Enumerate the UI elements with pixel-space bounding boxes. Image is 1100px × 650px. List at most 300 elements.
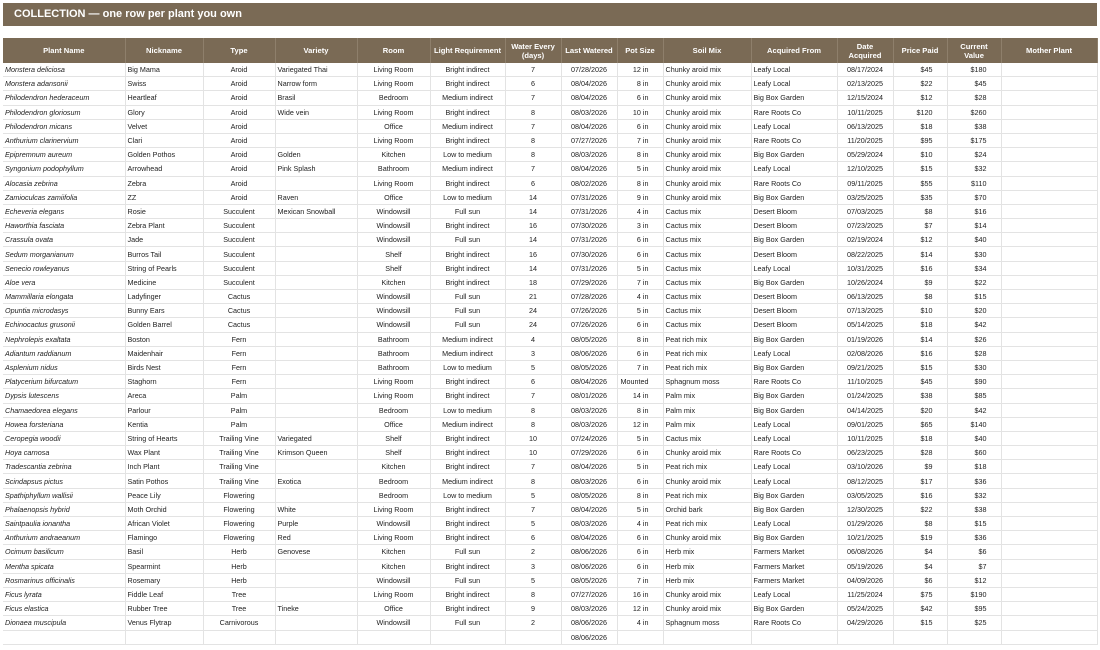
cell-room[interactable]: Windowsill: [357, 204, 430, 218]
cell-pot-size[interactable]: 7 in: [617, 133, 663, 147]
cell-type[interactable]: Trailing Vine: [203, 431, 275, 445]
table-row[interactable]: [3, 247, 1097, 261]
cell-type[interactable]: Palm: [203, 403, 275, 417]
cell-last-watered[interactable]: 08/04/2026: [561, 91, 617, 105]
cell-current-value[interactable]: $28: [947, 91, 1001, 105]
cell-plant-name[interactable]: Crassula ovata: [3, 233, 125, 247]
cell-nickname[interactable]: Arrowhead: [125, 162, 203, 176]
cell-last-watered[interactable]: 08/03/2026: [561, 517, 617, 531]
table-row[interactable]: [3, 587, 1097, 601]
cell-light-requirement[interactable]: Medium indirect: [430, 91, 505, 105]
cell-plant-name[interactable]: Scindapsus pictus: [3, 474, 125, 488]
cell-light-requirement[interactable]: Low to medium: [430, 488, 505, 502]
cell-variety[interactable]: [275, 488, 357, 502]
cell-water-every[interactable]: 8: [505, 148, 561, 162]
cell-last-watered[interactable]: 08/06/2026: [561, 559, 617, 573]
cell-current-value[interactable]: $36: [947, 531, 1001, 545]
cell-plant-name[interactable]: Ocimum basilicum: [3, 545, 125, 559]
cell-soil-mix[interactable]: Peat rich mix: [663, 460, 751, 474]
cell-plant-name[interactable]: Alocasia zebrina: [3, 176, 125, 190]
cell-nickname[interactable]: Swiss: [125, 77, 203, 91]
cell-plant-name[interactable]: Rosmarinus officinalis: [3, 573, 125, 587]
cell-water-every[interactable]: 6: [505, 531, 561, 545]
cell-last-watered[interactable]: 08/04/2026: [561, 460, 617, 474]
cell-last-watered[interactable]: 08/04/2026: [561, 375, 617, 389]
cell-plant-name[interactable]: Philodendron gloriosum: [3, 105, 125, 119]
table-row[interactable]: [3, 332, 1097, 346]
cell-current-value[interactable]: $7: [947, 559, 1001, 573]
cell-light-requirement[interactable]: Low to medium: [430, 360, 505, 374]
cell-pot-size[interactable]: 5 in: [617, 162, 663, 176]
cell-water-every[interactable]: 7: [505, 502, 561, 516]
cell-mother-plant[interactable]: [1001, 219, 1097, 233]
cell-variety[interactable]: Variegated Thai: [275, 63, 357, 77]
cell-water-every[interactable]: 5: [505, 573, 561, 587]
cell-price-paid[interactable]: $8: [893, 517, 947, 531]
cell-nickname[interactable]: Big Mama: [125, 63, 203, 77]
cell-type[interactable]: Aroid: [203, 105, 275, 119]
cell-nickname[interactable]: Glory: [125, 105, 203, 119]
cell-plant-name[interactable]: Echeveria elegans: [3, 204, 125, 218]
cell-acquired-from[interactable]: Leafy Local: [751, 162, 837, 176]
cell-plant-name[interactable]: Hoya carnosa: [3, 446, 125, 460]
cell-type[interactable]: Succulent: [203, 261, 275, 275]
cell-last-watered[interactable]: 07/28/2026: [561, 290, 617, 304]
cell-nickname[interactable]: Zebra Plant: [125, 219, 203, 233]
cell-price-paid[interactable]: $14: [893, 332, 947, 346]
cell-acquired-from[interactable]: Leafy Local: [751, 460, 837, 474]
cell-variety[interactable]: [275, 616, 357, 630]
cell-water-every[interactable]: 7: [505, 63, 561, 77]
cell-nickname[interactable]: Jade: [125, 233, 203, 247]
cell-type[interactable]: Palm: [203, 389, 275, 403]
cell-plant-name[interactable]: Haworthia fasciata: [3, 219, 125, 233]
cell-last-watered[interactable]: 08/04/2026: [561, 502, 617, 516]
cell-type[interactable]: Cactus: [203, 290, 275, 304]
cell-current-value[interactable]: $260: [947, 105, 1001, 119]
cell-acquired-from[interactable]: Big Box Garden: [751, 332, 837, 346]
cell-pot-size[interactable]: 6 in: [617, 119, 663, 133]
cell-variety[interactable]: Purple: [275, 517, 357, 531]
cell-mother-plant[interactable]: [1001, 417, 1097, 431]
cell-variety[interactable]: Tineke: [275, 602, 357, 616]
cell-acquired-from[interactable]: Desert Bloom: [751, 304, 837, 318]
cell-variety[interactable]: [275, 233, 357, 247]
cell-date-acquired[interactable]: 08/22/2025: [837, 247, 893, 261]
table-row[interactable]: [3, 119, 1097, 133]
cell-acquired-from[interactable]: [751, 630, 837, 644]
cell-type[interactable]: Succulent: [203, 275, 275, 289]
cell-pot-size[interactable]: 8 in: [617, 176, 663, 190]
cell-room[interactable]: Kitchen: [357, 559, 430, 573]
cell-nickname[interactable]: ZZ: [125, 190, 203, 204]
cell-acquired-from[interactable]: Big Box Garden: [751, 403, 837, 417]
cell-pot-size[interactable]: 4 in: [617, 616, 663, 630]
cell-date-acquired[interactable]: 02/13/2025: [837, 77, 893, 91]
cell-water-every[interactable]: 14: [505, 190, 561, 204]
cell-pot-size[interactable]: 4 in: [617, 290, 663, 304]
cell-light-requirement[interactable]: [430, 630, 505, 644]
cell-soil-mix[interactable]: Palm mix: [663, 417, 751, 431]
cell-price-paid[interactable]: $4: [893, 559, 947, 573]
cell-type[interactable]: Aroid: [203, 162, 275, 176]
cell-pot-size[interactable]: 8 in: [617, 488, 663, 502]
cell-type[interactable]: Flowering: [203, 502, 275, 516]
cell-current-value[interactable]: $110: [947, 176, 1001, 190]
cell-water-every[interactable]: 2: [505, 616, 561, 630]
table-row[interactable]: [3, 573, 1097, 587]
cell-current-value[interactable]: $15: [947, 517, 1001, 531]
cell-soil-mix[interactable]: Herb mix: [663, 559, 751, 573]
cell-room[interactable]: Bedroom: [357, 488, 430, 502]
table-row[interactable]: [3, 502, 1097, 516]
cell-water-every[interactable]: 6: [505, 77, 561, 91]
cell-soil-mix[interactable]: Cactus mix: [663, 219, 751, 233]
cell-light-requirement[interactable]: Bright indirect: [430, 446, 505, 460]
table-row[interactable]: [3, 346, 1097, 360]
cell-room[interactable]: Living Room: [357, 389, 430, 403]
cell-price-paid[interactable]: $8: [893, 204, 947, 218]
table-row[interactable]: [3, 559, 1097, 573]
table-row[interactable]: [3, 304, 1097, 318]
cell-plant-name[interactable]: Zamioculcas zamiifolia: [3, 190, 125, 204]
cell-light-requirement[interactable]: Medium indirect: [430, 346, 505, 360]
col-header-nickname[interactable]: Nickname: [125, 38, 203, 63]
cell-pot-size[interactable]: 14 in: [617, 389, 663, 403]
cell-room[interactable]: Kitchen: [357, 275, 430, 289]
cell-variety[interactable]: [275, 219, 357, 233]
cell-plant-name[interactable]: Ceropegia woodii: [3, 431, 125, 445]
cell-plant-name[interactable]: Philodendron micans: [3, 119, 125, 133]
cell-variety[interactable]: [275, 573, 357, 587]
cell-date-acquired[interactable]: 08/12/2025: [837, 474, 893, 488]
cell-type[interactable]: Tree: [203, 602, 275, 616]
cell-price-paid[interactable]: $18: [893, 318, 947, 332]
cell-light-requirement[interactable]: Full sun: [430, 318, 505, 332]
cell-type[interactable]: Trailing Vine: [203, 474, 275, 488]
cell-pot-size[interactable]: 6 in: [617, 531, 663, 545]
cell-acquired-from[interactable]: Leafy Local: [751, 261, 837, 275]
cell-price-paid[interactable]: $4: [893, 545, 947, 559]
cell-current-value[interactable]: $40: [947, 233, 1001, 247]
cell-light-requirement[interactable]: Bright indirect: [430, 219, 505, 233]
cell-variety[interactable]: [275, 460, 357, 474]
cell-type[interactable]: Trailing Vine: [203, 460, 275, 474]
cell-acquired-from[interactable]: Farmers Market: [751, 545, 837, 559]
cell-acquired-from[interactable]: Rare Roots Co: [751, 446, 837, 460]
table-row[interactable]: [3, 318, 1097, 332]
cell-pot-size[interactable]: 6 in: [617, 346, 663, 360]
table-row[interactable]: [3, 105, 1097, 119]
cell-plant-name[interactable]: Asplenium nidus: [3, 360, 125, 374]
cell-room[interactable]: Living Room: [357, 375, 430, 389]
cell-date-acquired[interactable]: 08/17/2024: [837, 63, 893, 77]
cell-nickname[interactable]: Rosie: [125, 204, 203, 218]
cell-light-requirement[interactable]: Bright indirect: [430, 517, 505, 531]
cell-water-every[interactable]: 3: [505, 346, 561, 360]
cell-light-requirement[interactable]: Low to medium: [430, 190, 505, 204]
table-row[interactable]: [3, 190, 1097, 204]
cell-variety[interactable]: [275, 346, 357, 360]
cell-acquired-from[interactable]: Farmers Market: [751, 573, 837, 587]
cell-current-value[interactable]: $38: [947, 502, 1001, 516]
cell-pot-size[interactable]: 5 in: [617, 460, 663, 474]
cell-acquired-from[interactable]: Leafy Local: [751, 417, 837, 431]
cell-plant-name[interactable]: Phalaenopsis hybrid: [3, 502, 125, 516]
cell-variety[interactable]: Variegated: [275, 431, 357, 445]
cell-acquired-from[interactable]: Leafy Local: [751, 587, 837, 601]
table-row[interactable]: [3, 360, 1097, 374]
cell-current-value[interactable]: $25: [947, 616, 1001, 630]
table-row[interactable]: [3, 261, 1097, 275]
cell-soil-mix[interactable]: Cactus mix: [663, 204, 751, 218]
table-row[interactable]: [3, 233, 1097, 247]
cell-water-every[interactable]: 18: [505, 275, 561, 289]
cell-plant-name[interactable]: Mentha spicata: [3, 559, 125, 573]
cell-variety[interactable]: White: [275, 502, 357, 516]
cell-last-watered[interactable]: 07/26/2026: [561, 318, 617, 332]
cell-current-value[interactable]: $16: [947, 204, 1001, 218]
cell-type[interactable]: Flowering: [203, 531, 275, 545]
cell-variety[interactable]: [275, 360, 357, 374]
cell-water-every[interactable]: 7: [505, 91, 561, 105]
cell-room[interactable]: Living Room: [357, 77, 430, 91]
cell-soil-mix[interactable]: Sphagnum moss: [663, 616, 751, 630]
cell-room[interactable]: Office: [357, 119, 430, 133]
cell-price-paid[interactable]: $120: [893, 105, 947, 119]
cell-nickname[interactable]: Maidenhair: [125, 346, 203, 360]
col-header-water-every[interactable]: Water Every (days): [505, 38, 561, 63]
cell-current-value[interactable]: $42: [947, 318, 1001, 332]
cell-pot-size[interactable]: 8 in: [617, 332, 663, 346]
cell-room[interactable]: Kitchen: [357, 148, 430, 162]
cell-acquired-from[interactable]: Big Box Garden: [751, 502, 837, 516]
cell-type[interactable]: Aroid: [203, 63, 275, 77]
cell-room[interactable]: Windowsill: [357, 219, 430, 233]
cell-nickname[interactable]: Moth Orchid: [125, 502, 203, 516]
cell-date-acquired[interactable]: 06/23/2025: [837, 446, 893, 460]
cell-current-value[interactable]: $45: [947, 77, 1001, 91]
cell-last-watered[interactable]: 08/04/2026: [561, 119, 617, 133]
cell-plant-name[interactable]: Chamaedorea elegans: [3, 403, 125, 417]
table-row[interactable]: [3, 219, 1097, 233]
cell-price-paid[interactable]: $15: [893, 162, 947, 176]
cell-plant-name[interactable]: Tradescantia zebrina: [3, 460, 125, 474]
cell-nickname[interactable]: Burros Tail: [125, 247, 203, 261]
cell-room[interactable]: Bathroom: [357, 346, 430, 360]
cell-current-value[interactable]: $30: [947, 247, 1001, 261]
cell-date-acquired[interactable]: 03/05/2025: [837, 488, 893, 502]
cell-current-value[interactable]: $40: [947, 431, 1001, 445]
cell-price-paid[interactable]: $22: [893, 77, 947, 91]
cell-mother-plant[interactable]: [1001, 502, 1097, 516]
cell-last-watered[interactable]: 08/06/2026: [561, 630, 617, 644]
cell-room[interactable]: Shelf: [357, 261, 430, 275]
cell-type[interactable]: Aroid: [203, 148, 275, 162]
cell-pot-size[interactable]: 5 in: [617, 502, 663, 516]
cell-nickname[interactable]: Bunny Ears: [125, 304, 203, 318]
cell-pot-size[interactable]: 10 in: [617, 105, 663, 119]
cell-mother-plant[interactable]: [1001, 474, 1097, 488]
cell-type[interactable]: Herb: [203, 559, 275, 573]
cell-date-acquired[interactable]: 04/29/2026: [837, 616, 893, 630]
table-row[interactable]: [3, 545, 1097, 559]
cell-soil-mix[interactable]: Chunky aroid mix: [663, 63, 751, 77]
cell-room[interactable]: Office: [357, 602, 430, 616]
cell-pot-size[interactable]: 7 in: [617, 275, 663, 289]
cell-current-value[interactable]: $30: [947, 360, 1001, 374]
cell-water-every[interactable]: 8: [505, 403, 561, 417]
cell-soil-mix[interactable]: Chunky aroid mix: [663, 176, 751, 190]
cell-mother-plant[interactable]: [1001, 389, 1097, 403]
table-row[interactable]: [3, 417, 1097, 431]
cell-last-watered[interactable]: 07/29/2026: [561, 275, 617, 289]
cell-price-paid[interactable]: $16: [893, 346, 947, 360]
cell-price-paid[interactable]: $18: [893, 119, 947, 133]
cell-light-requirement[interactable]: Bright indirect: [430, 531, 505, 545]
cell-date-acquired[interactable]: 01/19/2026: [837, 332, 893, 346]
cell-plant-name[interactable]: Adiantum raddianum: [3, 346, 125, 360]
cell-water-every[interactable]: [505, 630, 561, 644]
cell-mother-plant[interactable]: [1001, 204, 1097, 218]
cell-room[interactable]: Office: [357, 190, 430, 204]
cell-water-every[interactable]: 3: [505, 559, 561, 573]
cell-acquired-from[interactable]: Leafy Local: [751, 431, 837, 445]
cell-date-acquired[interactable]: 10/31/2025: [837, 261, 893, 275]
cell-room[interactable]: Living Room: [357, 133, 430, 147]
cell-water-every[interactable]: 14: [505, 261, 561, 275]
cell-price-paid[interactable]: $14: [893, 247, 947, 261]
col-header-pot-size[interactable]: Pot Size: [617, 38, 663, 63]
cell-variety[interactable]: Brasil: [275, 91, 357, 105]
cell-type[interactable]: Aroid: [203, 190, 275, 204]
cell-variety[interactable]: Narrow form: [275, 77, 357, 91]
cell-acquired-from[interactable]: Big Box Garden: [751, 531, 837, 545]
cell-price-paid[interactable]: $45: [893, 63, 947, 77]
cell-water-every[interactable]: 2: [505, 545, 561, 559]
cell-date-acquired[interactable]: 10/26/2024: [837, 275, 893, 289]
cell-light-requirement[interactable]: Bright indirect: [430, 77, 505, 91]
cell-room[interactable]: Shelf: [357, 247, 430, 261]
cell-last-watered[interactable]: 07/24/2026: [561, 431, 617, 445]
cell-last-watered[interactable]: 08/04/2026: [561, 531, 617, 545]
cell-pot-size[interactable]: 6 in: [617, 91, 663, 105]
cell-variety[interactable]: Red: [275, 531, 357, 545]
cell-soil-mix[interactable]: Cactus mix: [663, 261, 751, 275]
cell-last-watered[interactable]: 07/27/2026: [561, 587, 617, 601]
cell-last-watered[interactable]: 08/03/2026: [561, 403, 617, 417]
cell-price-paid[interactable]: $16: [893, 261, 947, 275]
cell-water-every[interactable]: 14: [505, 204, 561, 218]
cell-nickname[interactable]: Spearmint: [125, 559, 203, 573]
cell-water-every[interactable]: 16: [505, 219, 561, 233]
cell-type[interactable]: Aroid: [203, 119, 275, 133]
cell-variety[interactable]: [275, 176, 357, 190]
cell-price-paid[interactable]: $22: [893, 502, 947, 516]
cell-mother-plant[interactable]: [1001, 360, 1097, 374]
cell-last-watered[interactable]: 08/03/2026: [561, 148, 617, 162]
cell-price-paid[interactable]: $65: [893, 417, 947, 431]
cell-last-watered[interactable]: 07/29/2026: [561, 446, 617, 460]
cell-current-value[interactable]: $140: [947, 417, 1001, 431]
cell-mother-plant[interactable]: [1001, 602, 1097, 616]
cell-current-value[interactable]: $34: [947, 261, 1001, 275]
cell-acquired-from[interactable]: Big Box Garden: [751, 602, 837, 616]
cell-water-every[interactable]: 24: [505, 304, 561, 318]
cell-acquired-from[interactable]: Leafy Local: [751, 63, 837, 77]
cell-soil-mix[interactable]: Herb mix: [663, 545, 751, 559]
cell-last-watered[interactable]: 08/05/2026: [561, 488, 617, 502]
cell-last-watered[interactable]: 08/05/2026: [561, 573, 617, 587]
cell-mother-plant[interactable]: [1001, 105, 1097, 119]
cell-pot-size[interactable]: 7 in: [617, 573, 663, 587]
cell-plant-name[interactable]: Platycerium bifurcatum: [3, 375, 125, 389]
cell-pot-size[interactable]: 12 in: [617, 602, 663, 616]
cell-type[interactable]: [203, 630, 275, 644]
cell-date-acquired[interactable]: 07/13/2025: [837, 304, 893, 318]
cell-light-requirement[interactable]: Medium indirect: [430, 119, 505, 133]
cell-date-acquired[interactable]: 03/10/2026: [837, 460, 893, 474]
cell-date-acquired[interactable]: 06/08/2026: [837, 545, 893, 559]
cell-light-requirement[interactable]: Full sun: [430, 204, 505, 218]
cell-room[interactable]: Living Room: [357, 502, 430, 516]
cell-plant-name[interactable]: Anthurium andraeanum: [3, 531, 125, 545]
cell-price-paid[interactable]: $19: [893, 531, 947, 545]
cell-soil-mix[interactable]: Chunky aroid mix: [663, 162, 751, 176]
cell-date-acquired[interactable]: 10/21/2025: [837, 531, 893, 545]
cell-water-every[interactable]: 8: [505, 133, 561, 147]
cell-acquired-from[interactable]: Big Box Garden: [751, 360, 837, 374]
cell-mother-plant[interactable]: [1001, 488, 1097, 502]
cell-pot-size[interactable]: 6 in: [617, 559, 663, 573]
cell-variety[interactable]: Genovese: [275, 545, 357, 559]
cell-nickname[interactable]: Zebra: [125, 176, 203, 190]
cell-current-value[interactable]: $12: [947, 573, 1001, 587]
table-row[interactable]: [3, 431, 1097, 445]
cell-date-acquired[interactable]: 10/11/2025: [837, 105, 893, 119]
cell-light-requirement[interactable]: Bright indirect: [430, 247, 505, 261]
col-header-plant-name[interactable]: Plant Name: [3, 38, 125, 63]
cell-variety[interactable]: Krimson Queen: [275, 446, 357, 460]
cell-pot-size[interactable]: 6 in: [617, 545, 663, 559]
cell-plant-name[interactable]: Spathiphyllum wallisii: [3, 488, 125, 502]
cell-variety[interactable]: [275, 375, 357, 389]
cell-plant-name[interactable]: Sedum morganianum: [3, 247, 125, 261]
cell-current-value[interactable]: $90: [947, 375, 1001, 389]
cell-variety[interactable]: Golden: [275, 148, 357, 162]
cell-price-paid[interactable]: $42: [893, 602, 947, 616]
cell-light-requirement[interactable]: Full sun: [430, 304, 505, 318]
cell-light-requirement[interactable]: Bright indirect: [430, 389, 505, 403]
cell-mother-plant[interactable]: [1001, 275, 1097, 289]
cell-water-every[interactable]: 10: [505, 431, 561, 445]
cell-water-every[interactable]: 16: [505, 247, 561, 261]
cell-room[interactable]: Windowsill: [357, 517, 430, 531]
cell-acquired-from[interactable]: Farmers Market: [751, 559, 837, 573]
cell-room[interactable]: Living Room: [357, 105, 430, 119]
cell-room[interactable]: Windowsill: [357, 318, 430, 332]
cell-plant-name[interactable]: Saintpaulia ionantha: [3, 517, 125, 531]
cell-pot-size[interactable]: 5 in: [617, 304, 663, 318]
cell-acquired-from[interactable]: Rare Roots Co: [751, 176, 837, 190]
cell-acquired-from[interactable]: Rare Roots Co: [751, 616, 837, 630]
cell-date-acquired[interactable]: 02/19/2024: [837, 233, 893, 247]
cell-room[interactable]: Bedroom: [357, 474, 430, 488]
cell-nickname[interactable]: Wax Plant: [125, 446, 203, 460]
cell-plant-name[interactable]: Senecio rowleyanus: [3, 261, 125, 275]
cell-mother-plant[interactable]: [1001, 573, 1097, 587]
table-row[interactable]: [3, 460, 1097, 474]
